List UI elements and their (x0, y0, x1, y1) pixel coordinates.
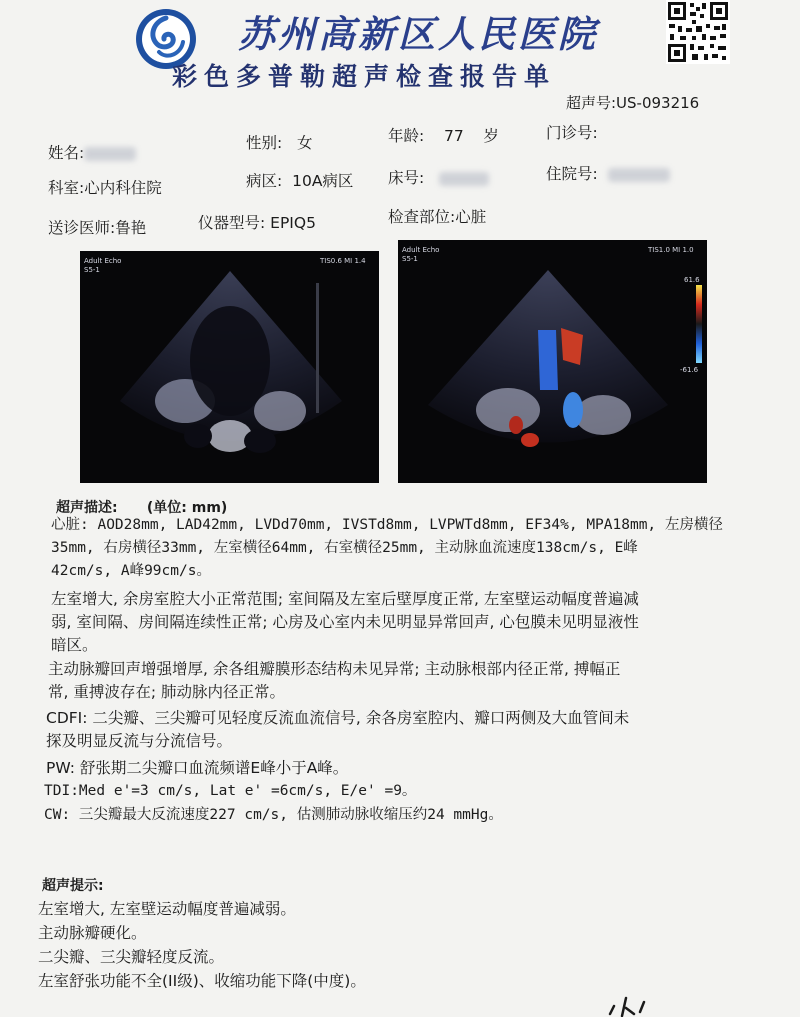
conclusion-line: 二尖瓣、三尖瓣轻度反流。 (38, 948, 225, 966)
description-line: 心脏: AOD28mm, LAD42mm, LVDd70mm, IVSTd8mm, LVPWTd8mm, EF34%, MPA18mm, 左房横径 (51, 517, 723, 533)
report-title: 彩色多普勒超声检查报告单 (172, 62, 557, 91)
gender-value: 女 (297, 134, 313, 152)
echo-left-mode: Adult Echo (84, 257, 122, 265)
description-line: 暗区。 (51, 636, 98, 654)
age-value: 77 (443, 127, 464, 145)
description-line: 弱, 室间隔、房间隔连续性正常; 心房及心室内未见明显异常回声, 心包膜未见明显液性 (51, 613, 639, 631)
gender-field (246, 131, 313, 153)
dept-value: 心内科住院 (84, 179, 162, 197)
inpatient-number-label: 住院号: (546, 165, 598, 183)
redacted-inpatient-number (608, 168, 670, 182)
device-label: 仪器型号: (198, 214, 266, 232)
age-field (388, 124, 499, 146)
ward-value: 10A病区 (292, 172, 354, 190)
qr-code-icon (666, 0, 730, 64)
description-line: 主动脉瓣回声增强增厚, 余各组瓣膜形态结构未见异常; 主动脉根部内径正常, 搏幅正 (48, 660, 621, 678)
bed-label: 床号: (388, 169, 425, 187)
clinic-number-field (546, 121, 598, 143)
inpatient-number-field (546, 162, 670, 184)
doctor-value: 鲁艳 (115, 219, 147, 237)
age-label: 年龄: (388, 127, 425, 145)
echo-right-probe: S5-1 (402, 255, 418, 263)
redacted-bed (439, 172, 489, 186)
conclusion-line: 左室增大, 左室壁运动幅度普遍减弱。 (38, 900, 296, 918)
site-value: 心脏 (455, 208, 487, 226)
conclusion-line: 左室舒张功能不全(II级)、收缩功能下降(中度)。 (38, 972, 366, 990)
echo-right-mode: Adult Echo (402, 246, 440, 254)
color-scale-bottom: -61.6 (680, 366, 699, 374)
description-line: 35mm, 右房横径33mm, 左室横径64mm, 右室横径25mm, 主动脉血流速度138cm/s, E峰 (51, 540, 638, 556)
description-line: 常, 重搏波存在; 肺动脉内径正常。 (48, 683, 286, 701)
description-line: 左室增大, 余房室腔大小正常范围; 室间隔及左室后壁厚度正常, 左室壁运动幅度普遍减 (51, 590, 639, 608)
color-scale-top: 61.6 (684, 276, 700, 284)
redacted-name (84, 147, 136, 161)
bed-field (388, 166, 489, 188)
conclusion-line: 主动脉瓣硬化。 (38, 924, 147, 942)
description-line: 42cm/s, A峰99cm/s。 (51, 563, 211, 579)
age-unit: 岁 (483, 127, 499, 145)
description-line: CW: 三尖瓣最大反流速度227 cm/s, 估测肺动脉收缩压约24 mmHg。 (44, 807, 503, 823)
description-title: 超声描述: (56, 500, 118, 516)
description-line: TDI:Med e'=3 cm/s, Lat e' =6cm/s, E/e' =9。 (44, 783, 417, 799)
ward-label: 病区: (246, 172, 283, 190)
name-field (48, 141, 136, 163)
ward-field (246, 169, 353, 191)
dept-label: 科室: (48, 179, 85, 197)
name-label: 姓名: (48, 144, 85, 162)
signature-mark (600, 994, 660, 1017)
echo-image-left (80, 251, 379, 483)
site-field (388, 205, 486, 227)
device-field (198, 211, 316, 233)
device-value: EPIQ5 (270, 214, 316, 232)
description-line: PW: 舒张期二尖瓣口血流频谱E峰小于A峰。 (46, 759, 349, 777)
description-line: CDFI: 二尖瓣、三尖瓣可见轻度反流血流信号, 余各房室腔内、瓣口两侧及大血管间未 (46, 709, 630, 727)
conclusion-heading: 超声提示: (42, 878, 104, 894)
echo-image-right (398, 240, 707, 483)
doctor-field (48, 216, 146, 238)
echo-right-readout: TIS1.0 MI 1.0 (648, 246, 694, 254)
echo-left-readout: TIS0.6 MI 1.4 (320, 257, 366, 265)
dept-field (48, 176, 162, 198)
clinic-number-label: 门诊号: (546, 124, 598, 142)
description-line: 探及明显反流与分流信号。 (46, 732, 233, 750)
gender-label: 性别: (246, 134, 283, 152)
hospital-name: 苏州高新区人民医院 (238, 12, 598, 56)
doctor-label: 送诊医师: (48, 219, 116, 237)
echo-left-probe: S5-1 (84, 266, 100, 274)
report-number: 超声号:US-093216 (566, 94, 700, 112)
site-label: 检查部位: (388, 208, 456, 226)
description-unit: (单位: mm) (146, 500, 228, 516)
